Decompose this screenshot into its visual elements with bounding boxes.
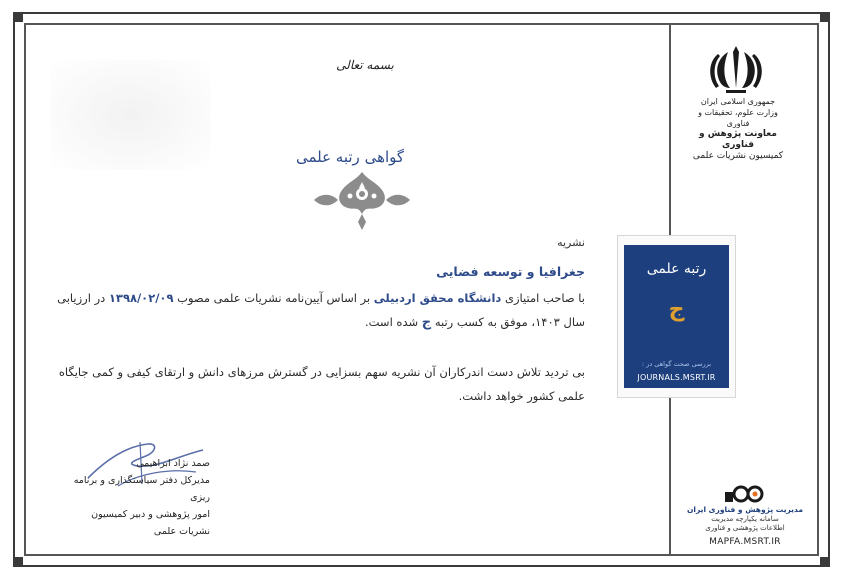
certificate-paragraph-1: [45, 286, 585, 335]
paragraph-text: با صاحب امتیازی: [504, 291, 585, 305]
mapfa-url: MAPFA.MSRT.IR: [709, 537, 781, 547]
grade-letter: ج: [421, 315, 432, 330]
journal-label: نشریه: [557, 236, 585, 249]
signatory-block: [60, 455, 210, 540]
ministry-header: [688, 96, 788, 162]
iran-emblem-icon: [706, 44, 766, 96]
mapfa-description: [680, 505, 810, 534]
corner-ornament: [13, 557, 23, 567]
paragraph-text: در ارزیابی سال ۱۴۰۳، موفق به کسب رتبه: [57, 291, 585, 329]
corner-ornament: [820, 12, 830, 22]
mapfa-logo-icon: [723, 484, 767, 504]
mapfa-line: سامانه یکپارچه مدیریت: [711, 514, 779, 523]
journal-name: جغرافیا و توسعه فضایی: [436, 264, 585, 279]
rank-card-panel: [624, 245, 729, 388]
university-name: دانشگاه محقق اردبیلی: [373, 291, 502, 305]
certificate-title: گواهی رتبه علمی: [295, 148, 405, 166]
approval-date: ۱۳۹۸/۰۲/۰۹: [108, 291, 174, 305]
gov-line: جمهوری اسلامی ایران: [700, 97, 776, 106]
mapfa-line: اطلاعات پژوهشی و فناوری: [705, 524, 785, 532]
rank-card-grade: ج: [668, 297, 685, 322]
basmala-heading: بسمه تعالی: [336, 58, 394, 72]
gov-line: معاونت پژوهش و فناوری: [699, 129, 777, 150]
corner-ornament: [13, 12, 23, 22]
rank-card: [617, 235, 736, 398]
signatory-title: نشریات علمی: [153, 526, 210, 537]
certificate-paragraph-2: بی تردید تلاش دست اندرکاران آن نشریه سهم بسزایی در گسترش مرزهای دانش و ارتقای کیفی و کمی جایگاه علمی کشور خواهد داشت.: [58, 365, 585, 403]
gov-line: کمیسیون نشریات علمی: [692, 151, 784, 161]
rank-card-url: JOURNALS.MSRT.IR: [637, 373, 716, 382]
paragraph-text: شده است.: [364, 315, 419, 329]
signatory-name: صمد نژاد ابراهیمی: [136, 458, 210, 469]
corner-ornament: [820, 557, 830, 567]
paragraph-text: بر اساس آیین‌نامه نشریات علمی مصوب: [177, 291, 371, 305]
signatory-title: مدیرکل دفتر سیاستگذاری و برنامه ریزی: [73, 475, 210, 503]
ornament-icon: [310, 170, 414, 232]
gov-line: وزارت علوم، تحقیقات و فناوری: [698, 108, 778, 128]
rank-card-verify-text: بررسی صحت گواهی در :: [641, 360, 712, 368]
signatory-title: امور پژوهشی و دبیر کمیسیون: [91, 509, 210, 520]
rank-card-title: رتبه علمی: [646, 261, 707, 277]
blurred-logo-area: [50, 60, 210, 170]
mapfa-line: مدیریت پژوهش و فناوری ایران: [687, 505, 803, 514]
